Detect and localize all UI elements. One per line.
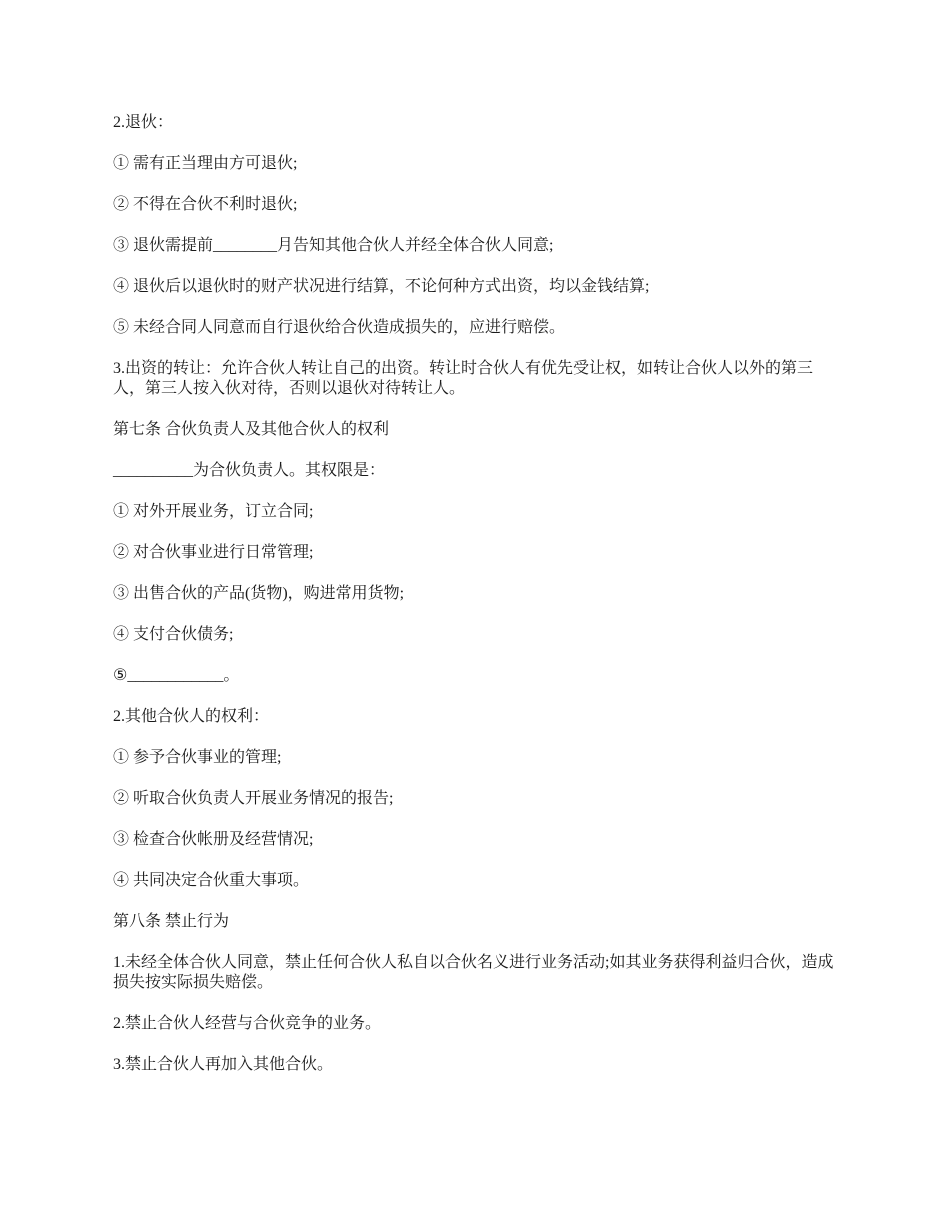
list-item: ① 对外开展业务，订立合同; <box>113 503 314 520</box>
article-heading-7: 第七条 合伙负责人及其他合伙人的权利 <box>113 421 390 438</box>
list-item: ③ 出售合伙的产品(货物)，购进常用货物; <box>113 585 405 602</box>
document-body <box>113 113 838 1096</box>
list-item: ② 听取合伙负责人开展业务情况的报告; <box>113 790 394 807</box>
list-item: ② 对合伙事业进行日常管理; <box>113 544 314 561</box>
list-item: ① 参予合伙事业的管理; <box>113 749 282 766</box>
list-item: ④ 退伙后以退伙时的财产状况进行结算，不论何种方式出资，均以金钱结算; <box>113 278 650 295</box>
prohibition-item: 2.禁止合伙人经营与合伙竞争的业务。 <box>113 1015 382 1032</box>
list-item: ⑤____________。 <box>113 667 240 684</box>
list-item: ② 不得在合伙不利时退伙; <box>113 196 298 213</box>
article-heading-8: 第八条 禁止行为 <box>113 913 230 930</box>
section-paragraph-capital-transfer: 3.出资的转让：允许合伙人转让自己的出资。转让时合伙人有优先受让权，如转让合伙人以外的第三人，第三人按入伙对待，否则以退伙对待转让人。 <box>113 360 814 397</box>
list-item: ③ 检查合伙帐册及经营情况; <box>113 831 314 848</box>
list-item: ③ 退伙需提前________月告知其他合伙人并经全体合伙人同意; <box>113 237 554 254</box>
list-item: ① 需有正当理由方可退伙; <box>113 155 298 172</box>
list-item: ④ 支付合伙债务; <box>113 626 234 643</box>
list-item: ⑤ 未经合同人同意而自行退伙给合伙造成损失的，应进行赔偿。 <box>113 319 566 336</box>
responsible-partner-line: __________为合伙负责人。其权限是： <box>113 462 386 479</box>
prohibition-item: 3.禁止合伙人再加入其他合伙。 <box>113 1056 334 1073</box>
section-heading-other-partners-rights: 2.其他合伙人的权利： <box>113 708 270 725</box>
list-item: ④ 共同决定合伙重大事项。 <box>113 872 310 889</box>
prohibition-item: 1.未经全体合伙人同意，禁止任何合伙人私自以合伙名义进行业务活动;如其业务获得利益归合伙，造成损失按实际损失赔偿。 <box>113 954 834 991</box>
section-heading-withdrawal: 2.退伙： <box>113 114 174 131</box>
